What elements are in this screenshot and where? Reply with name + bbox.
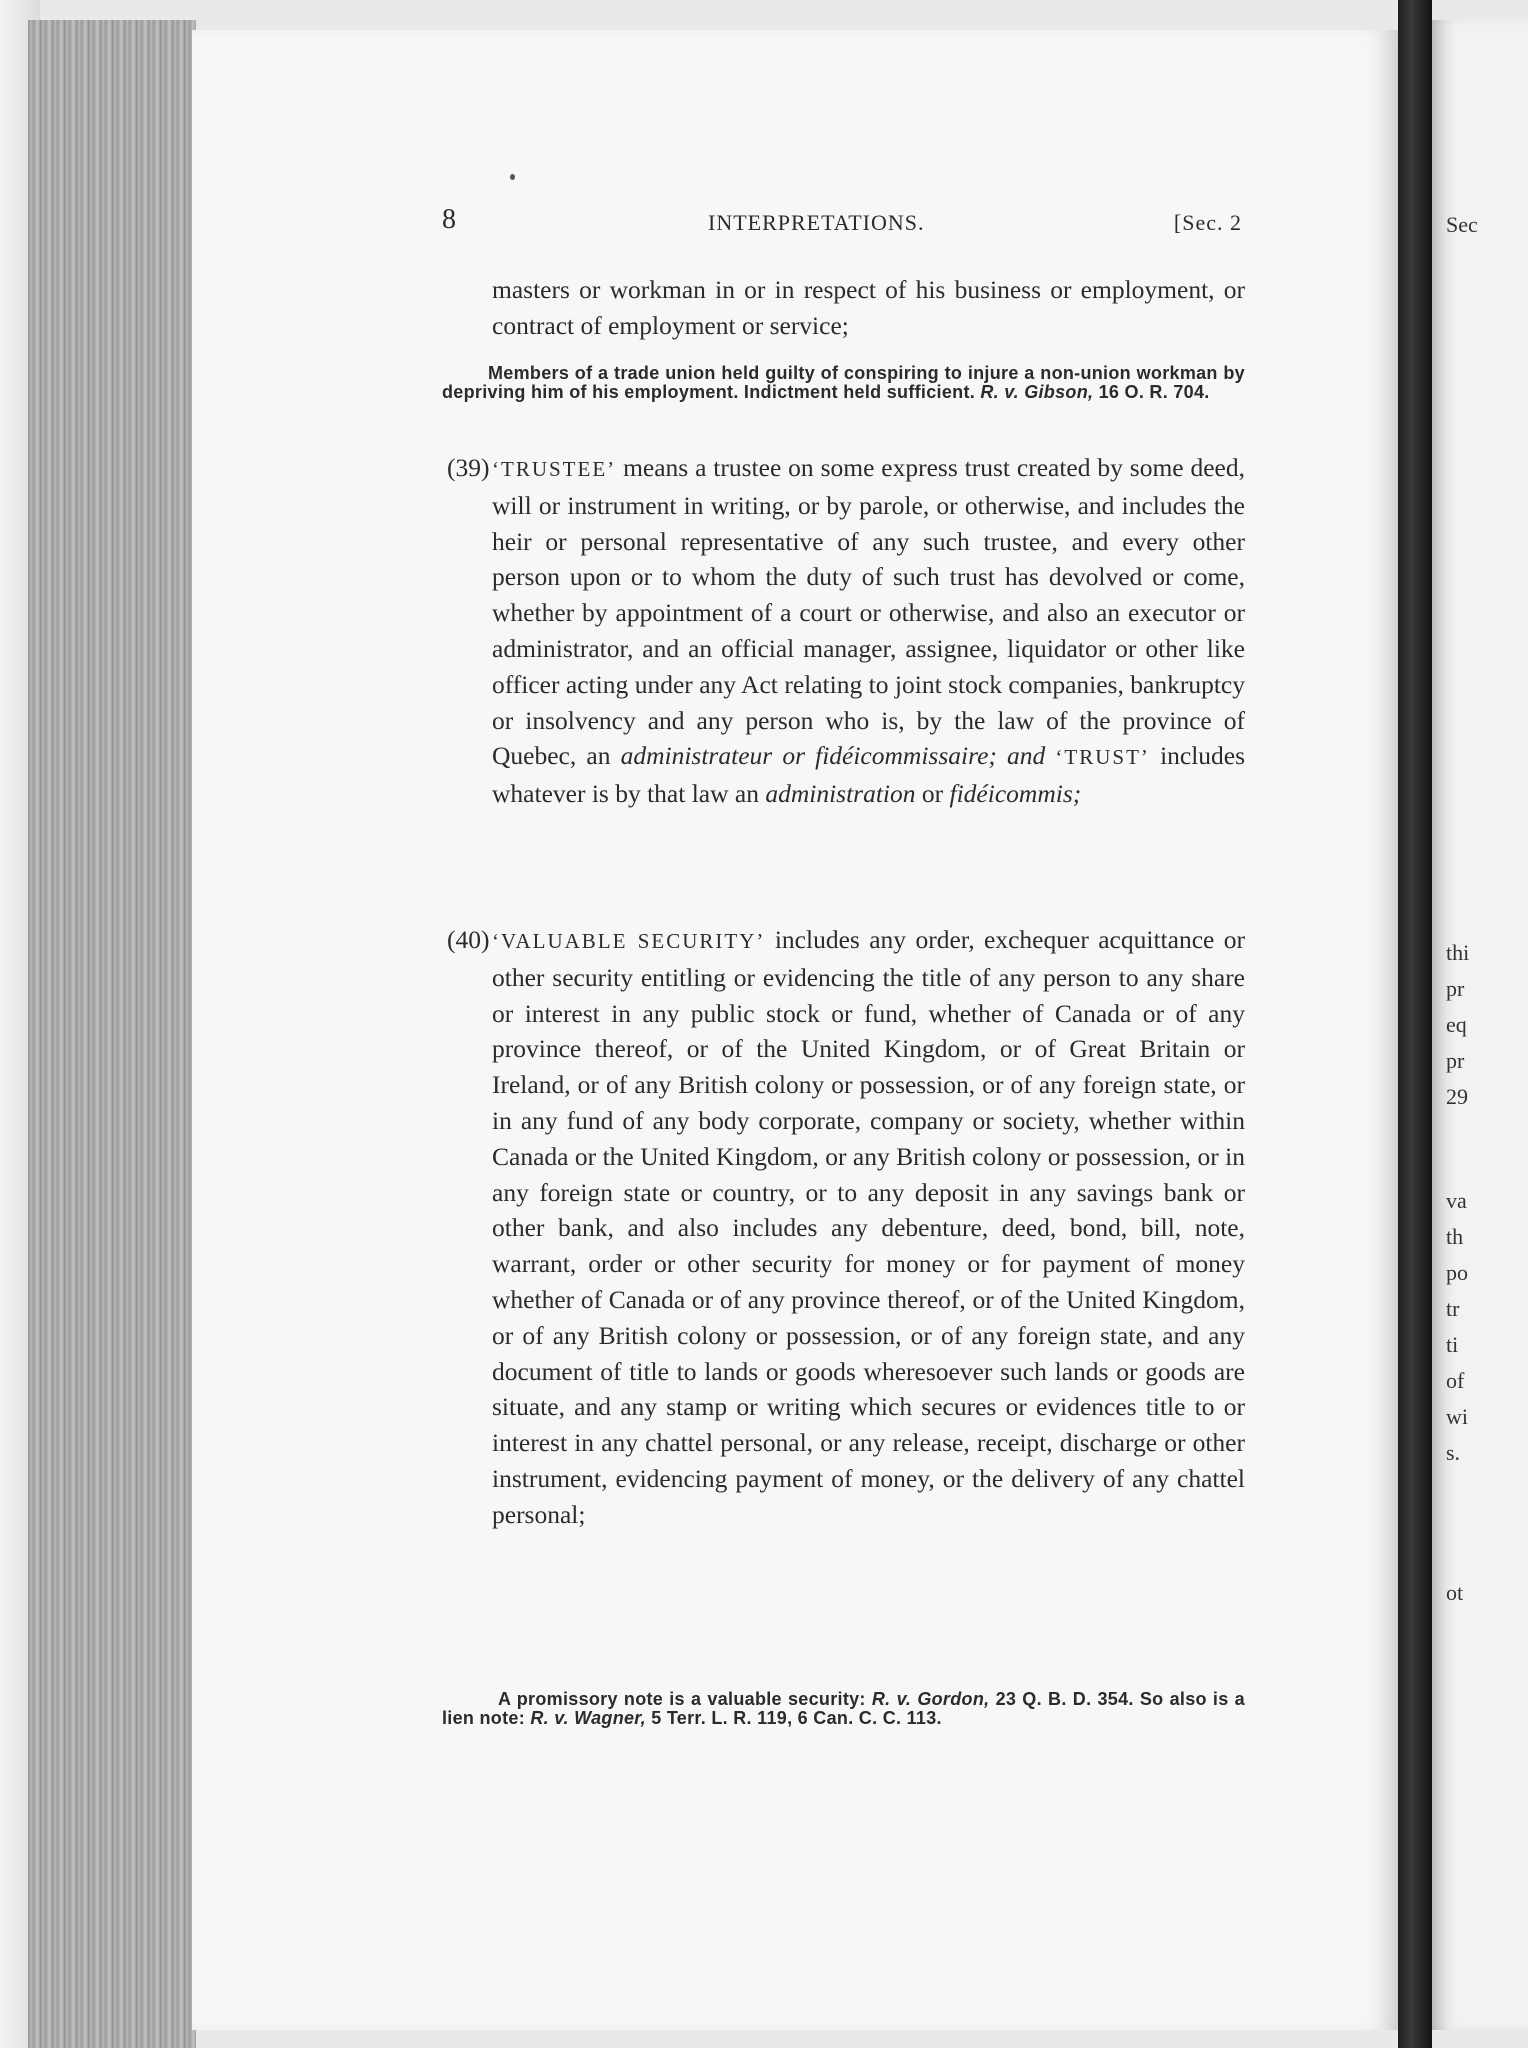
ink-speck	[510, 174, 515, 180]
paragraph-number: (40)	[447, 925, 490, 954]
paragraph-number: (39)	[447, 453, 490, 482]
defined-term: ‘TRUST’	[1055, 745, 1150, 770]
right-text-fragment: wi	[1446, 1404, 1468, 1429]
right-text-fragment: pr	[1446, 976, 1465, 1001]
right-text-fragment: eq	[1446, 1012, 1467, 1037]
right-text-fragment: ti	[1446, 1332, 1459, 1357]
right-text-fragment: 29	[1446, 1084, 1468, 1109]
right-text-fragment: ot	[1446, 1580, 1464, 1605]
continuation-paragraph: masters or workman in or in respect of his business or employment, or contract of employment or service;	[492, 275, 1245, 340]
right-text-fragment: va	[1446, 1188, 1467, 1213]
right-page	[1432, 20, 1528, 2030]
right-text-fragment: of	[1446, 1368, 1465, 1393]
right-text-fragment: tr	[1446, 1296, 1460, 1321]
running-title: INTERPRETATIONS.	[708, 210, 925, 235]
section-reference: [Sec. 2	[1173, 210, 1242, 235]
paragraph-40-valuable-security: (40) ‘VALUABLE SECURITY’ includes any order, exchequer acquittance or other security entitling or evidencing the title of any person to any share or interest in any public stock or fund, whether of Canada or of any province thereof, or of the United Kingdom, or of Great Britain or Ireland, or of any British colony or possession, or of any foreign state, or in any fund of any body corporate, company or society, whether within Canada or the United Kingdom, or any British colony or possession, or in any foreign state or country, or to any deposit in any savings bank or other bank, and also includes any debenture, deed, bond, bill, note, warrant, order or other security for money or for payment of money whether of Canada or of any province thereof, or of the United Kingdom, or of any British colony or possession, or of any foreign state, and any document of title to lands or goods wheresoever such lands or goods are situate, and any stamp or writing which secures or evidences title to or interest in any chattel personal, or any release, receipt, discharge or other instrument, evidencing payment of money, or the delivery of any chattel personal;	[492, 922, 1245, 1533]
right-text-fragment: s.	[1446, 1440, 1461, 1465]
case-name: R. v. Wagner,	[530, 1708, 646, 1728]
right-text-fragment: pr	[1446, 1048, 1465, 1073]
right-text-fragment: th	[1446, 1224, 1464, 1249]
right-text-fragment: po	[1446, 1260, 1468, 1285]
defined-term: ‘TRUSTEE’	[492, 457, 617, 481]
case-name: R. v. Gibson,	[980, 382, 1094, 402]
defined-term: ‘VALUABLE SECURITY’	[492, 929, 766, 953]
case-name: R. v. Gordon,	[871, 1689, 990, 1709]
page-number: 8	[442, 204, 457, 235]
right-text-fragment: thi	[1446, 940, 1470, 965]
paragraph-39-trustee: (39) ‘TRUSTEE’ means a trustee on some express trust created by some deed, will or instrument in writing, or by parole, or otherwise, and includes the heir or personal representative of any such trustee, and every other person upon or to whom the duty of such trust has devolved or come, whether by appointment of a court or otherwise, and also an executor or administrator, and an official manager, assignee, liquidator or other like officer acting under any Act relating to joint stock companies, bankruptcy or insolvency and any person who is, by the law of the province of Quebec, an administrateur or fidéicommissaire; and ‘TRUST’ includes whatever is by that law an administration or fidéicommis;	[492, 450, 1245, 812]
right-header-fragment: Sec	[1446, 212, 1478, 237]
book-gutter	[1398, 0, 1432, 2048]
case-note-valuable-security: A promissory note is a valuable security: R. v. Gordon, 23 Q. B. D. 354. So also is a lien note: R. v. Wagner, 5 Terr. L. R. 119, 6 Can. C. C. 113.	[442, 1689, 1245, 1728]
case-note-gibson: Members of a trade union held guilty of conspiring to injure a non-union workman by depriving him of his employment. Indictment held sufficient. R. v. Gibson, 16 O. R. 704.	[442, 363, 1245, 402]
book-page-edges	[28, 20, 196, 2048]
page-header	[442, 204, 1242, 248]
